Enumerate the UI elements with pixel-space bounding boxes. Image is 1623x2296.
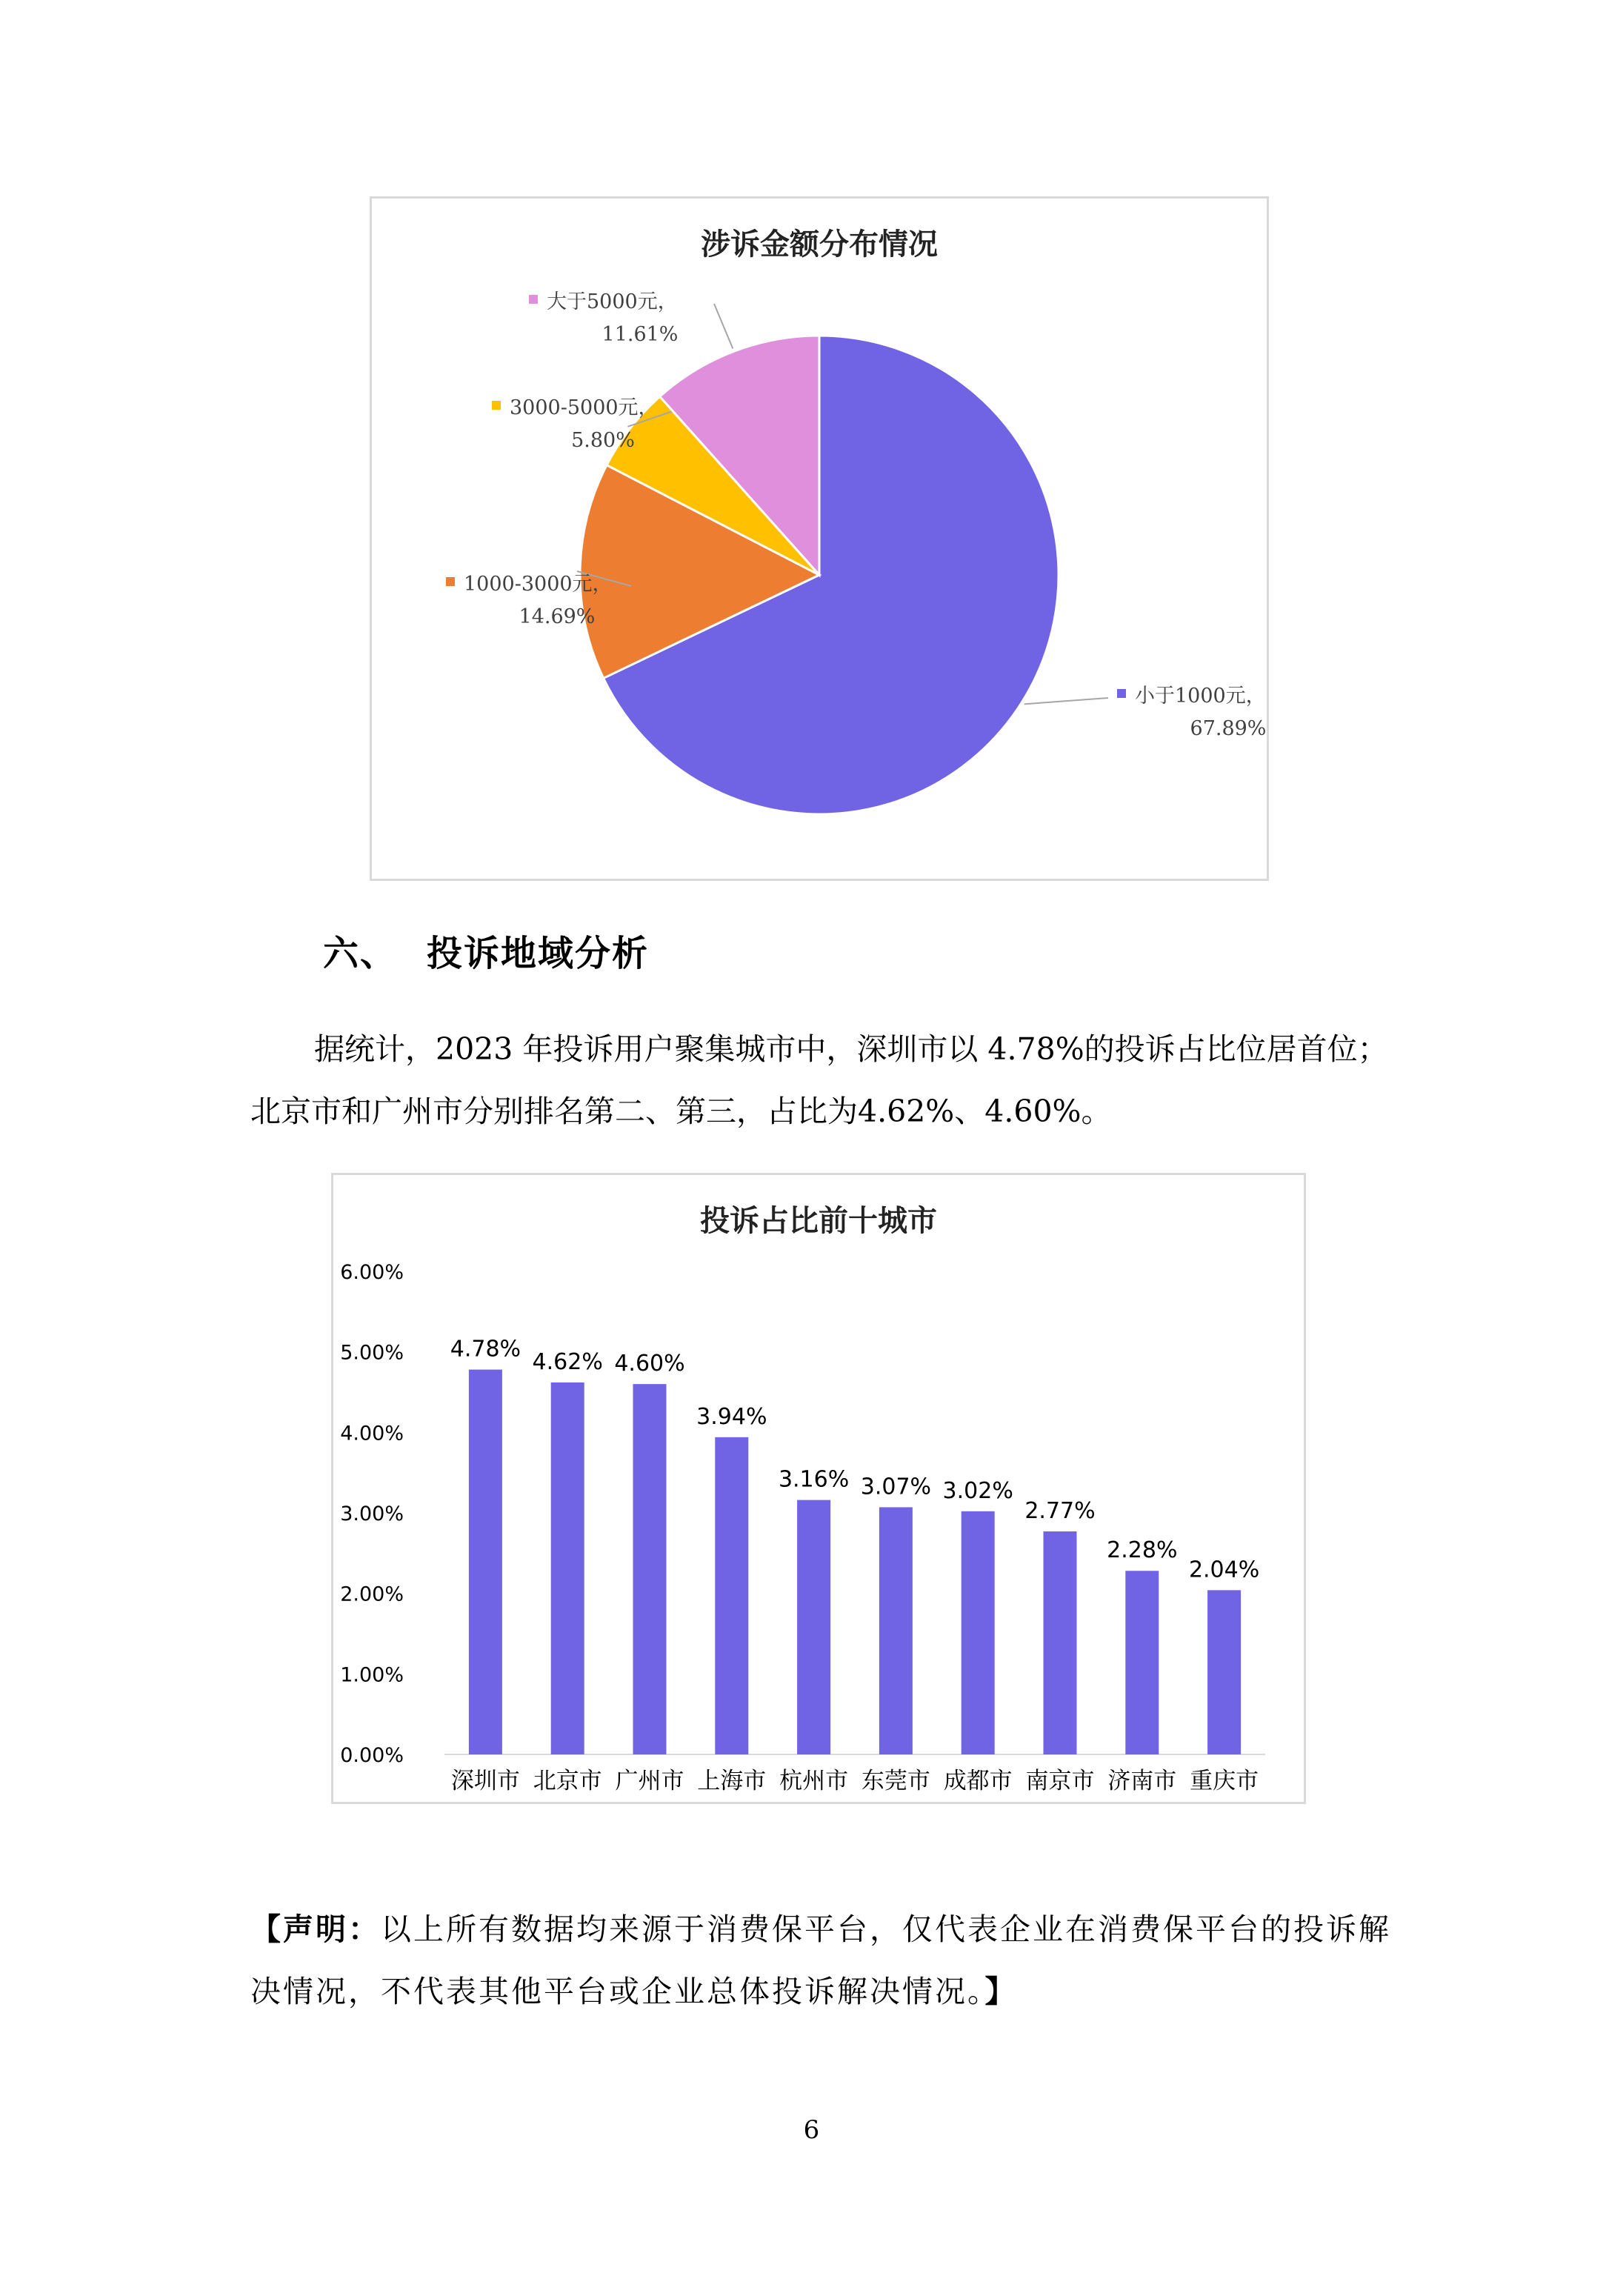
- pie-value-label: 11.61%: [601, 323, 679, 346]
- x-category-label: 东莞市: [861, 1768, 930, 1794]
- pie-value-label: 14.69%: [519, 605, 596, 628]
- disclaimer-end: 】: [984, 1974, 1018, 2009]
- disclaimer-body: 以上所有数据均来源于消费保平台，仅代表企业在消费保平台的投诉解决情况，不代表其他平台或企业总体投诉解决情况。: [250, 1911, 1391, 2009]
- bar-chart-plot: [333, 1175, 1304, 1802]
- pie-leader-line: [1024, 698, 1108, 704]
- y-tick-label: 5.00%: [340, 1341, 404, 1365]
- section-heading: [323, 925, 649, 976]
- bar: [962, 1511, 995, 1754]
- section-title: 投诉地域分析: [427, 933, 650, 974]
- bar-data-label: 3.16%: [778, 1466, 850, 1493]
- x-category-label: 重庆市: [1190, 1768, 1259, 1794]
- x-category-label: 南京市: [1025, 1768, 1095, 1794]
- bar: [1044, 1531, 1077, 1754]
- bar: [879, 1507, 913, 1754]
- bar-data-label: 4.62%: [532, 1348, 603, 1375]
- x-category-label: 深圳市: [450, 1768, 520, 1794]
- x-category-label: 济南市: [1107, 1768, 1177, 1794]
- intro-paragraph: 据统计，2023 年投诉用户聚集城市中，深圳市以 4.78%的投诉占比位居首位；北京市和广州市分别排名第二、第三，占比为4.62%、4.60%。: [250, 1031, 1388, 1129]
- pie-chart-plot: [372, 199, 1267, 879]
- pie-label-swatch: [446, 577, 455, 586]
- bar-data-label: 2.28%: [1107, 1537, 1178, 1564]
- bar-data-label: 4.60%: [614, 1351, 685, 1377]
- y-tick-label: 2.00%: [340, 1583, 404, 1606]
- x-category-label: 上海市: [697, 1768, 767, 1794]
- bar-chart-title: 投诉占比前十城市: [700, 1204, 937, 1238]
- bar: [797, 1500, 830, 1754]
- bar-data-label: 3.94%: [696, 1403, 767, 1430]
- y-tick-label: 6.00%: [340, 1261, 404, 1284]
- bar: [1125, 1571, 1159, 1754]
- pie-category-label: 大于5000元，: [547, 290, 678, 313]
- pie-category-label: 3000-5000元，: [510, 396, 659, 419]
- x-category-label: 广州市: [615, 1768, 684, 1794]
- bar-data-label: 2.04%: [1188, 1557, 1260, 1583]
- bar-data-label: 4.78%: [450, 1336, 521, 1362]
- bar-data-label: 3.07%: [860, 1474, 932, 1500]
- x-category-label: 杭州市: [779, 1768, 849, 1794]
- bar: [551, 1382, 584, 1754]
- bar: [633, 1384, 667, 1754]
- pie-value-label: 5.80%: [571, 429, 635, 452]
- bar-data-label: 2.77%: [1024, 1497, 1096, 1524]
- pie-chart: [370, 196, 1269, 881]
- pie-label-swatch: [1117, 689, 1126, 698]
- disclaimer: [250, 1898, 1391, 2023]
- bar-chart: [331, 1173, 1306, 1804]
- pie-leader-line: [714, 304, 733, 349]
- bar-data-label: 3.02%: [942, 1477, 1013, 1504]
- pie-category-label: 小于1000元，: [1135, 685, 1266, 708]
- bar: [715, 1437, 748, 1754]
- y-tick-label: 3.00%: [340, 1503, 404, 1525]
- pie-value-label: 67.89%: [1190, 717, 1267, 740]
- x-category-label: 成都市: [943, 1768, 1013, 1794]
- y-tick-label: 0.00%: [340, 1744, 404, 1767]
- bar: [1207, 1590, 1241, 1754]
- disclaimer-lead: 【声明：: [250, 1911, 381, 1947]
- x-category-label: 北京市: [533, 1768, 602, 1794]
- pie-category-label: 1000-3000元，: [464, 573, 613, 596]
- y-tick-label: 1.00%: [340, 1663, 404, 1687]
- section-number: 六、: [323, 933, 398, 974]
- pie-label-swatch: [529, 295, 538, 304]
- y-tick-label: 4.00%: [340, 1422, 404, 1445]
- bar: [469, 1370, 502, 1754]
- page-number: 6: [803, 2115, 820, 2145]
- pie-label-swatch: [492, 401, 501, 410]
- pie-chart-title: 涉诉金额分布情况: [701, 227, 938, 262]
